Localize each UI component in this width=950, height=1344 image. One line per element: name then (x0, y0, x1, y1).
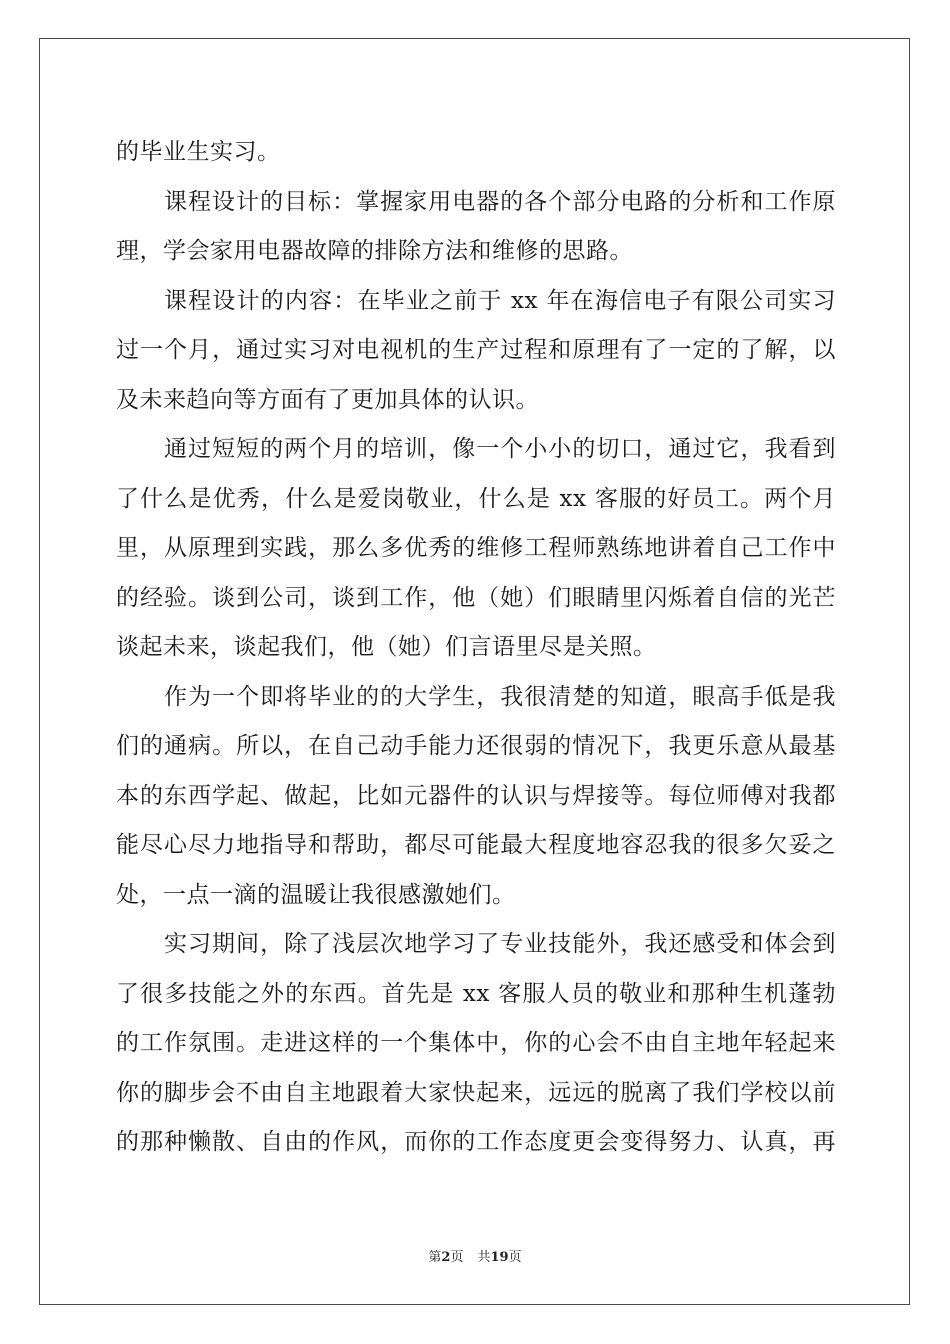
page-number-prefix: 第 (428, 1250, 442, 1265)
text-line: 的毕业生实习。 (116, 139, 281, 165)
text-line: 了很多技能之外的东西。首先是 xx 客服人员的敬业和那种生机蓬勃 (116, 980, 836, 1007)
text-line: 过一个月，通过实习对电视机的生产过程和原理有了一定的了解，以 (116, 337, 836, 363)
page-number-suffix: 页 (450, 1250, 464, 1265)
text-line: 了什么是优秀，什么是爱岗敬业，什么是 xx 客服的好员工。两个月 (116, 485, 836, 512)
text-line: 你的脚步会不由自主地跟着大家快起来，远远的脱离了我们学校以前 (116, 1079, 836, 1106)
document-body (116, 128, 836, 1168)
text-line: 们的通病。所以，在自己动手能力还很弱的情况下，我更乐意从最基 (116, 733, 836, 759)
text-line: 理，学会家用电器故障的排除方法和维修的思路。 (116, 238, 633, 264)
text-line: 实习期间，除了浅层次地学习了专业技能外，我还感受和体会到 (164, 931, 836, 957)
text-line: 本的东西学起、做起，比如元器件的认识与焊接等。每位师傅对我都 (116, 782, 836, 809)
text-line: 课程设计的内容：在毕业之前于 xx 年在海信电子有限公司实习 (164, 287, 836, 314)
current-page-number: 2 (441, 1250, 451, 1265)
text-line: 作为一个即将毕业的的大学生，我很清楚的知道，眼高手低是我 (164, 683, 836, 710)
text-line: 处，一点一滴的温暖让我很感激她们。 (116, 881, 516, 908)
text-line: 的那种懒散、自由的作风，而你的工作态度更会变得努力、认真，再 (116, 1129, 836, 1155)
text-line: 里，从原理到实践，那么多优秀的维修工程师熟练地讲着自己工作中 (116, 535, 836, 561)
total-pages-prefix: 共 (477, 1250, 491, 1265)
text-line: 课程设计的目标：掌握家用电器的各个部分电路的分析和工作原 (164, 188, 836, 215)
text-line: 及未来趋向等方面有了更加具体的认识。 (116, 386, 539, 413)
text-line: 能尽心尽力地指导和帮助，都尽可能最大程度地容忍我的很多欠妥之 (116, 832, 836, 858)
text-line: 通过短短的两个月的培训，像一个小小的切口，通过它，我看到 (164, 436, 836, 462)
total-pages-suffix: 页 (508, 1250, 522, 1265)
page-footer (0, 1246, 950, 1265)
text-line: 谈起未来，谈起我们，他（她）们言语里尽是关照。 (116, 634, 657, 660)
text-line: 的经验。谈到公司，谈到工作，他（她）们眼睛里闪烁着自信的光芒 (116, 584, 836, 611)
total-page-count: 19 (490, 1250, 509, 1265)
text-line: 的工作氛围。走进这样的一个集体中，你的心会不由自主地年轻起来 (116, 1030, 836, 1056)
